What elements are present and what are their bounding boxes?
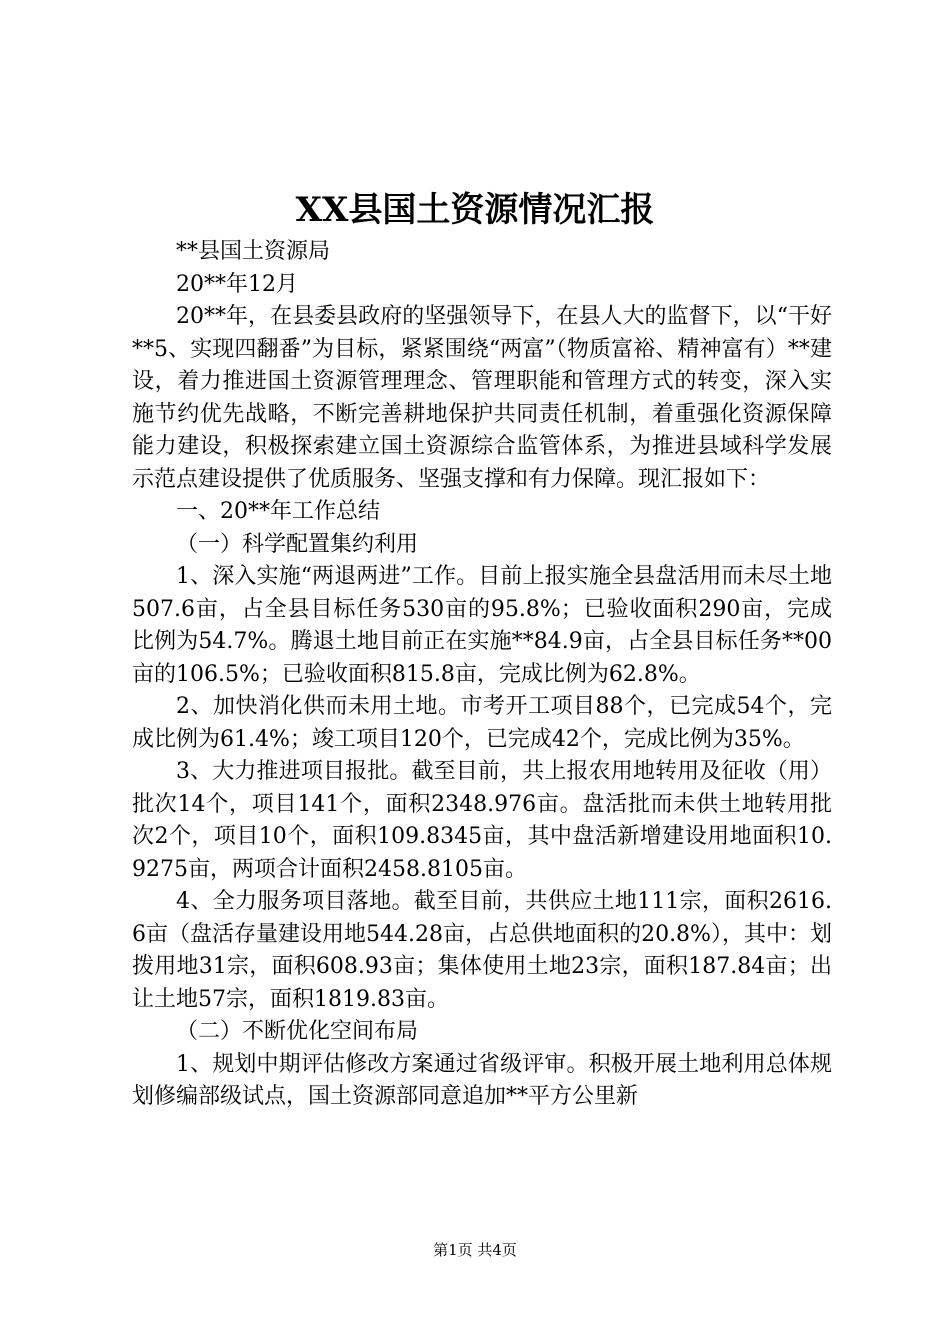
subsection-heading: （二）不断优化空间布局	[176, 1019, 419, 1044]
body-paragraph: 1、规划中期评估修改方案通过省级评审。积极开展土地利用总体规划修编部级试点，国土资源部同意追加**平方公里新	[132, 1051, 832, 1109]
body-paragraph: 4、全力服务项目落地。截至目前，共供应土地111宗，面积2616.6亩（盘活存量建设用地544.28亩，占总供地面积的20.8%），其中：划拨用地31宗，面积608.93亩；集体使用土地23宗，面积187.84亩；出让土地57宗，面积1819.83亩。	[132, 889, 832, 1012]
document-title: XX县国土资源情况汇报	[295, 190, 655, 230]
body-paragraph: 3、大力推进项目报批。截至目前，共上报农用地转用及征收（用）批次14个，项目141个，面积2348.976亩。盘活批而未供土地转用批次2个，项目10个，面积109.8345亩，其中盘活新增建设用地面积10.9275亩，两项合计面积2458.8105亩。	[132, 759, 832, 882]
intro-paragraph: 20**年，在县委县政府的坚强领导下，在县人大的监督下，以“干好**5、实现四翻番”为目标，紧紧围绕“两富”（物质富裕、精神富有）**建设，着力推进国土资源管理理念、管理职能和管理方式的转变，深入实施节约优先战略，不断完善耕地保护共同责任机制，着重强化资源保障能力建设，积极探索建立国土资源综合监管体系，为推进县域科学发展示范点建设提供了优质服务、坚强支撑和有力保障。现汇报如下：	[132, 304, 832, 492]
section-heading: 一、20**年工作总结	[176, 499, 380, 524]
document-body	[132, 236, 832, 1114]
date-line: 20**年12月	[176, 271, 298, 297]
author-line: **县国土资源局	[176, 239, 331, 264]
subsection-heading: （一）科学配置集约利用	[176, 531, 419, 557]
page-footer: 第1页 共4页	[433, 1241, 517, 1259]
body-paragraph: 2、加快消化供而未用土地。市考开工项目88个，已完成54个，完成比例为61.4%；竣工项目120个，已完成42个，完成比例为35%。	[132, 694, 832, 752]
body-paragraph: 1、深入实施“两退两进”工作。目前上报实施全县盘活用而未尽土地507.6亩，占全县目标任务530亩的95.8%；已验收面积290亩，完成比例为54.7%。腾退土地目前正在实施**84.9亩，占全县目标任务**00亩的106.5%；已验收面积815.8亩，完成比例为62.8%。	[132, 564, 832, 687]
